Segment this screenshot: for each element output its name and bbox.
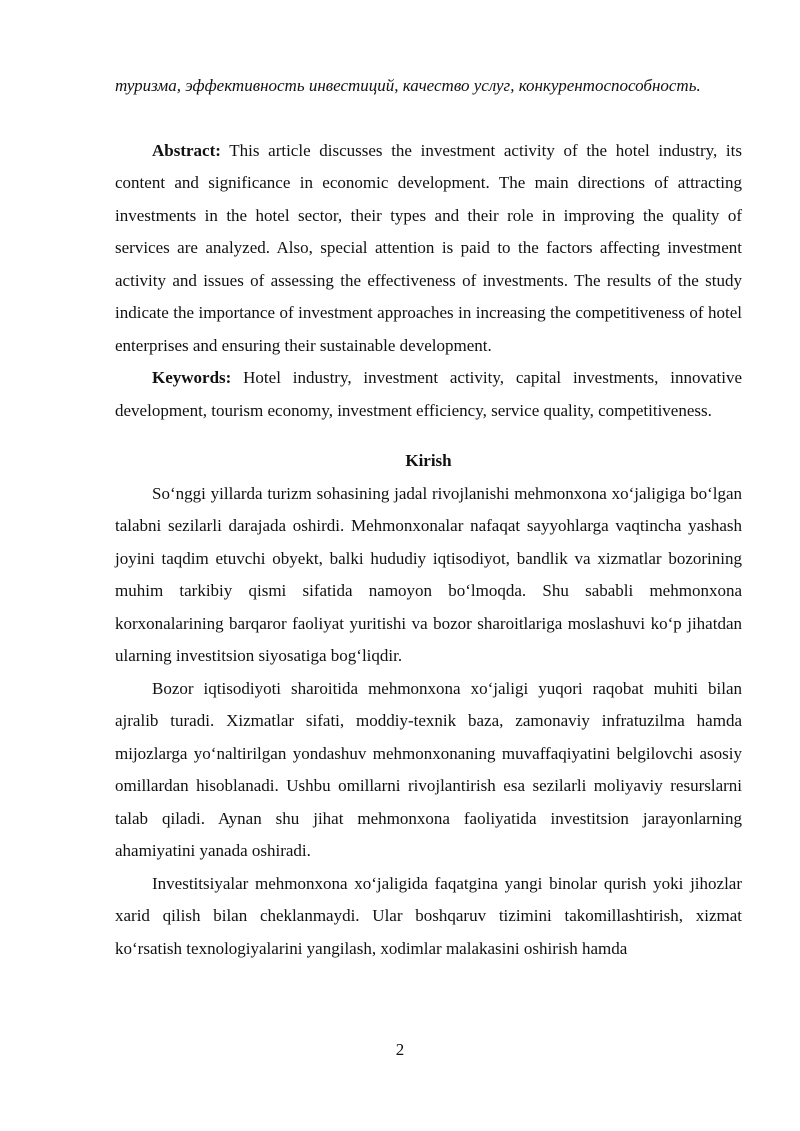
body-paragraph-3: Investitsiyalar mehmonxona xo‘jaligida faqatgina yangi binolar qurish yoki jihozlar xarid qilish bilan cheklanmaydi. Ular boshqaruv tizimini takomillashtirish, xizmat ko‘rsatish texnologiyalarini yangilash, xodimlar malakasini oshirish hamda — [115, 873, 742, 958]
keywords-paragraph — [115, 362, 742, 427]
abstract-paragraph — [115, 135, 742, 363]
section-heading: Kirish — [405, 451, 452, 470]
body-paragraph-1: So‘nggi yillarda turizm sohasining jadal rivojlanishi mehmonxona xo‘jaligiga bo‘lgan talabni sezilarli darajada oshirdi. Mehmonxonalar nafaqat sayyohlarga vaqtincha yashash joyini taqdim etuvchi obyekt, balki hududiy iqtisodiyot, bandlik va xizmatlar bozorining muhim tarkibiy qismi sifatida namoyon bo‘lmoqda. Shu sababli mehmonxona korxonalarining barqaror faoliyat yuritishi va bozor sharoitlariga moslashuvi ko‘p jihatdan ularning investitsion siyosatiga bog‘liqdir. — [115, 483, 742, 665]
spacer — [115, 103, 742, 135]
keywords-label: Keywords: — [152, 368, 232, 387]
keywords-text: Hotel industry, investment activity, capital investments, innovative development, tourism economy, investment efficiency, service quality, competitiveness. — [115, 368, 742, 420]
abstract-text: This article discusses the investment activity of the hotel industry, its content and significance in economic development. The main directions of attracting investments in the hotel sector, their types and their role in improving the quality of services are analyzed. Also, special attention is paid to the factors affecting investment activity and issues of assessing the effectiveness of investments. The results of the study indicate the importance of investment approaches in increasing the competitiveness of hotel enterprises and ensuring their sustainable development. — [115, 140, 742, 355]
keywords-russian: туризма, эффективность инвестиций, качество услуг, конкурентоспособность. — [115, 76, 701, 95]
abstract-label: Abstract: — [152, 140, 221, 160]
document-page — [115, 70, 742, 965]
body-paragraph-2: Bozor iqtisodiyoti sharoitida mehmonxona xo‘jaligi yuqori raqobat muhiti bilan ajralib turadi. Xizmatlar sifati, moddiy-texnik baza, zamonaviy infratuzilma hamda mijozlarga yo‘naltirilgan yondashuv mehmonxonaning muvaffaqiyatini belgilovchi asosiy omillardan hisoblanadi. Ushbu omillarni rivojlantirish esa sezilarli moliyaviy resurslarni talab qiladi. Aynan shu jihat mehmonxona faoliyatida investitsion jarayonlarning ahamiyatini yanada oshiradi. — [115, 678, 742, 860]
page-number: 2 — [395, 1040, 405, 1059]
spacer — [115, 427, 742, 445]
